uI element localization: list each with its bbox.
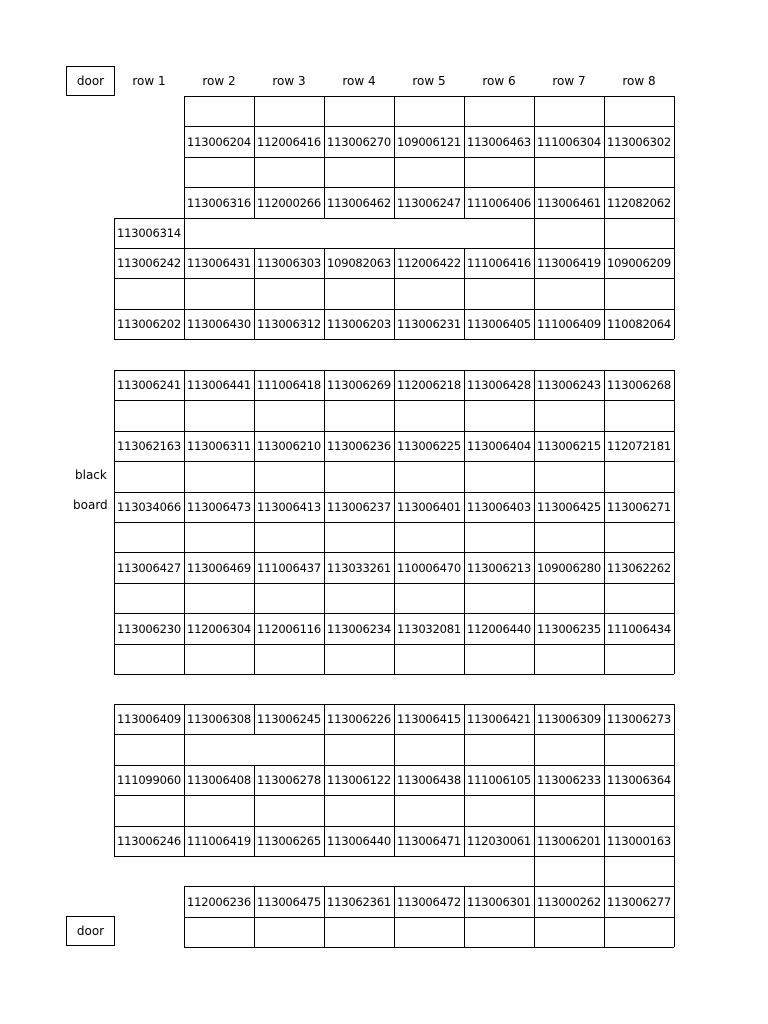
seat-cell: 113006225: [396, 439, 462, 453]
seat-cell: [604, 795, 674, 826]
seat-cell: [184, 218, 254, 248]
seat-cell: [464, 96, 534, 126]
seat-cell: 113006401: [396, 500, 462, 514]
seat-cell: 113006308: [186, 712, 252, 726]
seat-cell: [464, 583, 534, 613]
seat-cell: [534, 96, 604, 126]
seat-cell: 113006213: [466, 560, 532, 575]
seat-cell: 113006475: [256, 894, 322, 909]
grid-line: [674, 552, 675, 583]
blackboard-label-line1: black: [75, 468, 107, 482]
seat-cell: 113006312: [256, 317, 322, 331]
grid-line: [674, 583, 675, 613]
seat-cell: [534, 218, 604, 248]
seat-cell: 113006311: [186, 439, 252, 453]
seat-cell: [184, 461, 254, 492]
seat-cell: [534, 795, 604, 826]
seat-cell: 113006235: [536, 621, 602, 636]
grid-line: [184, 947, 674, 948]
seat-cell: [254, 461, 324, 492]
seat-cell: 113006409: [116, 712, 182, 726]
seat-cell: 113006203: [326, 317, 392, 331]
seat-cell: 113006473: [186, 500, 252, 514]
seat-cell: [394, 157, 464, 187]
seat-cell: 113006271: [606, 500, 672, 514]
seat-cell: 113006269: [326, 378, 392, 392]
seat-cell: [254, 795, 324, 826]
seat-cell: 113006247: [396, 195, 462, 210]
grid-line: [674, 704, 675, 734]
seat-cell: [464, 795, 534, 826]
seat-cell: [534, 734, 604, 765]
seat-cell: [324, 734, 394, 765]
seat-cell: [324, 278, 394, 309]
grid-line: [674, 644, 675, 674]
seat-cell: 113006277: [606, 894, 672, 909]
grid-line: [674, 492, 675, 522]
seat-cell: 113034066: [116, 500, 182, 514]
seat-cell: 113006202: [116, 317, 182, 331]
seat-cell: [114, 400, 184, 431]
row-header-2: row 2: [202, 74, 236, 88]
seat-cell: 113006234: [326, 621, 392, 636]
grid-line: [674, 431, 675, 461]
seat-cell: 112000266: [256, 195, 322, 210]
seat-cell: 111006416: [466, 256, 532, 270]
seat-cell: 112006218: [396, 378, 462, 392]
seat-cell: 111006419: [186, 834, 252, 848]
seat-cell: [324, 157, 394, 187]
seat-cell: 111006406: [466, 195, 532, 210]
seat-cell: 113006415: [396, 712, 462, 726]
door-bottom: door: [66, 916, 115, 946]
grid-line: [674, 613, 675, 644]
seat-cell: 113006413: [256, 500, 322, 514]
seat-cell: [184, 795, 254, 826]
seat-cell: [534, 856, 604, 886]
seat-cell: 113006242: [116, 256, 182, 270]
grid-line: [674, 826, 675, 856]
grid-line: [674, 734, 675, 765]
grid-line: [114, 674, 674, 675]
row-header-7: row 7: [552, 74, 586, 88]
row-header-4: row 4: [342, 74, 376, 88]
seat-cell: [604, 644, 674, 674]
seat-cell: 112006236: [186, 894, 252, 909]
grid-line: [114, 339, 674, 340]
seat-cell: [534, 644, 604, 674]
seat-cell: [604, 278, 674, 309]
grid-line: [674, 278, 675, 309]
seat-cell: 113062163: [116, 439, 182, 453]
seat-cell: 113006245: [256, 712, 322, 726]
seat-cell: [254, 917, 324, 947]
seat-cell: [394, 734, 464, 765]
seat-cell: [604, 856, 674, 886]
seat-cell: 113032081: [396, 621, 462, 636]
grid-line: [674, 309, 675, 339]
seat-cell: 112082062: [606, 195, 672, 210]
seat-cell: 112006304: [186, 621, 252, 636]
seat-cell: [534, 917, 604, 947]
seat-cell: [534, 522, 604, 552]
seat-cell: [184, 917, 254, 947]
seat-cell: 110082064: [606, 317, 672, 331]
seat-cell: 113006462: [326, 195, 392, 210]
seat-cell: 113006469: [186, 560, 252, 575]
seat-cell: [604, 218, 674, 248]
seat-cell: 113006405: [466, 317, 532, 331]
seat-cell: [604, 400, 674, 431]
seat-cell: 113006408: [186, 773, 252, 787]
seat-cell: 112006440: [466, 621, 532, 636]
seat-cell: [534, 583, 604, 613]
seat-cell: 113006246: [116, 834, 182, 848]
seat-cell: [464, 734, 534, 765]
seat-cell: 113006427: [116, 560, 182, 575]
grid-line: [674, 461, 675, 492]
grid-line: [674, 370, 675, 400]
seat-cell: 113006419: [536, 256, 602, 270]
seat-cell: 109006209: [606, 256, 672, 270]
seat-cell: 109006121: [396, 134, 462, 149]
grid-line: [674, 856, 675, 886]
seat-cell: [464, 644, 534, 674]
seat-cell: [604, 583, 674, 613]
seat-cell: [114, 583, 184, 613]
seat-cell: 113000262: [536, 894, 602, 909]
grid-line: [674, 522, 675, 552]
seat-cell: [184, 734, 254, 765]
seat-cell: 113006215: [536, 439, 602, 453]
seat-cell: 113006441: [186, 378, 252, 392]
seat-cell: 111006409: [536, 317, 602, 331]
blackboard-label-line2: board: [73, 498, 108, 512]
seat-cell: 113006231: [396, 317, 462, 331]
seat-cell: [394, 522, 464, 552]
seat-cell: [464, 522, 534, 552]
seat-cell: 113006364: [606, 773, 672, 787]
seat-cell: [394, 400, 464, 431]
seat-cell: 113006278: [256, 773, 322, 787]
seat-cell: [254, 644, 324, 674]
seat-cell: 113033261: [326, 560, 392, 575]
seat-cell: 113006428: [466, 378, 532, 392]
seat-cell: [464, 917, 534, 947]
seat-cell: [114, 734, 184, 765]
row-header-5: row 5: [412, 74, 446, 88]
seat-cell: [114, 461, 184, 492]
seat-cell: 113006425: [536, 500, 602, 514]
seat-cell: [394, 917, 464, 947]
seat-cell: 113006122: [326, 773, 392, 787]
seat-cell: 113006270: [326, 134, 392, 149]
seat-cell: 113006243: [536, 378, 602, 392]
seat-cell: 111006434: [606, 621, 672, 636]
seat-cell: 113006403: [466, 500, 532, 514]
seat-cell: 111006437: [256, 560, 322, 575]
seat-cell: 112006416: [256, 134, 322, 149]
seat-cell: 113006404: [466, 439, 532, 453]
seat-cell: 111006418: [256, 378, 322, 392]
seat-cell: [394, 96, 464, 126]
seat-cell: [254, 157, 324, 187]
seat-cell: [184, 583, 254, 613]
seat-cell: [604, 96, 674, 126]
seat-cell: [254, 522, 324, 552]
seat-cell: 109082063: [326, 256, 392, 270]
seat-cell: 111006105: [466, 773, 532, 787]
seat-cell: 113006431: [186, 256, 252, 270]
seat-cell: [324, 644, 394, 674]
seat-cell: [534, 461, 604, 492]
seat-cell: 113006314: [116, 226, 182, 240]
seat-cell: [534, 400, 604, 431]
grid-line: [674, 917, 675, 947]
seat-cell: [114, 522, 184, 552]
seat-cell: [184, 157, 254, 187]
seat-cell: [394, 583, 464, 613]
row-header-3: row 3: [272, 74, 306, 88]
seat-cell: 113006241: [116, 378, 182, 392]
seat-cell: 113006303: [256, 256, 322, 270]
seat-cell: 113006438: [396, 773, 462, 787]
seat-cell: [254, 96, 324, 126]
grid-line: [674, 126, 675, 157]
seat-cell: [114, 644, 184, 674]
seat-cell: [464, 400, 534, 431]
seat-cell: 113006210: [256, 439, 322, 453]
row-header-8: row 8: [622, 74, 656, 88]
seat-cell: 113006471: [396, 834, 462, 848]
seat-cell: 113006463: [466, 134, 532, 149]
seat-cell: 112006422: [396, 256, 462, 270]
seat-cell: [604, 461, 674, 492]
seat-cell: 113006309: [536, 712, 602, 726]
seat-cell: 113062361: [326, 894, 392, 909]
seat-cell: [184, 96, 254, 126]
door-top: door: [66, 66, 115, 96]
seat-cell: [394, 461, 464, 492]
grid-line: [674, 886, 675, 917]
seat-cell: 113006226: [326, 712, 392, 726]
seat-cell: 113006201: [536, 834, 602, 848]
seat-cell: [324, 917, 394, 947]
seat-cell: 109006280: [536, 560, 602, 575]
seat-cell: [324, 795, 394, 826]
seat-cell: [604, 522, 674, 552]
grid-line: [674, 187, 675, 218]
seat-cell: [254, 278, 324, 309]
seat-cell: [254, 400, 324, 431]
seat-cell: [184, 522, 254, 552]
seat-cell: [604, 917, 674, 947]
seat-cell: 113006236: [326, 439, 392, 453]
seat-cell: [534, 278, 604, 309]
seat-cell: 113006461: [536, 195, 602, 210]
seat-cell: [324, 522, 394, 552]
seat-cell: [114, 278, 184, 309]
seat-cell: 110006470: [396, 560, 462, 575]
seat-cell: [254, 583, 324, 613]
seat-cell: 113006421: [466, 712, 532, 726]
seat-cell: 113006265: [256, 834, 322, 848]
seat-cell: [604, 734, 674, 765]
row-header-1: row 1: [132, 74, 166, 88]
seat-cell: 113006273: [606, 712, 672, 726]
row-header-6: row 6: [482, 74, 516, 88]
grid-line: [674, 96, 675, 126]
seat-cell: [394, 644, 464, 674]
seat-cell: 113006316: [186, 195, 252, 210]
seat-cell: 113006233: [536, 773, 602, 787]
grid-line: [674, 157, 675, 187]
seat-cell: [464, 278, 534, 309]
seat-cell: 113006430: [186, 317, 252, 331]
seat-cell: 113006237: [326, 500, 392, 514]
seat-cell: 113006268: [606, 378, 672, 392]
grid-line: [674, 400, 675, 431]
seat-cell: 112030061: [466, 834, 532, 848]
seat-cell: [114, 795, 184, 826]
grid-line: [674, 218, 675, 248]
seat-cell: 113006204: [186, 134, 252, 149]
seat-cell: 113006230: [116, 621, 182, 636]
grid-line: [674, 765, 675, 795]
seat-cell: [184, 400, 254, 431]
seat-cell: [394, 795, 464, 826]
seat-cell: 111099060: [116, 773, 182, 787]
seat-cell: 113006301: [466, 894, 532, 909]
seat-cell: 113006472: [396, 894, 462, 909]
seat-cell: [394, 278, 464, 309]
seat-cell: [464, 157, 534, 187]
seat-cell: [324, 400, 394, 431]
seat-cell: 112006116: [256, 621, 322, 636]
seat-cell: [604, 157, 674, 187]
seat-cell: [324, 583, 394, 613]
seat-cell: [184, 644, 254, 674]
seat-cell: 112072181: [606, 439, 672, 453]
seat-cell: 113062262: [606, 560, 672, 575]
seat-cell: [534, 157, 604, 187]
seat-cell: [324, 461, 394, 492]
seat-cell: [324, 96, 394, 126]
seat-cell: 113006440: [326, 834, 392, 848]
grid-line: [674, 795, 675, 826]
seat-cell: 113000163: [606, 834, 672, 848]
seat-cell: 111006304: [536, 134, 602, 149]
seat-cell: [464, 461, 534, 492]
grid-line: [674, 248, 675, 278]
seat-cell: 113006302: [606, 134, 672, 149]
seat-cell: [184, 278, 254, 309]
